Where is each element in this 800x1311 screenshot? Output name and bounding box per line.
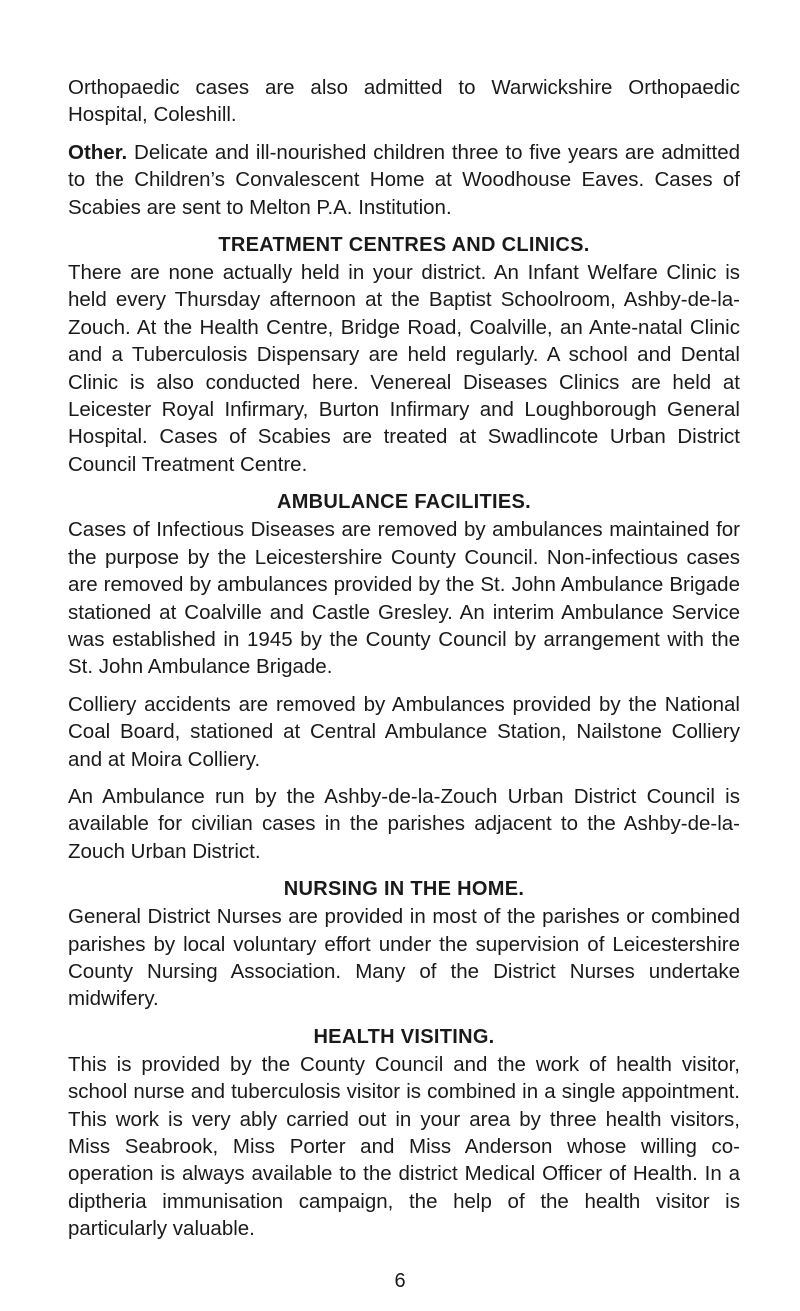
paragraph-ambulance-1: Cases of Infectious Diseases are removed by ambulances maintained for the purpose by the Leicestershire County Council. Non-infectious cases are removed by ambulances provided by the St. John Ambulance Brigade stationed at Coalville and Castle Gresley. An interim Ambulance Service was established in 1945 by the County Council by arrangement with the St. John Ambulance Brigade. (68, 518, 740, 679)
heading-health-visiting: HEALTH VISITING. (313, 1025, 495, 1048)
paragraph-ambulance-2: Colliery accidents are removed by Ambulances provided by the National Coal Board, stationed at Central Ambulance Station, Nailstone Colliery and at Moira Colliery. (68, 692, 740, 771)
paragraph-nursing: General District Nurses are provided in most of the parishes or combined parishes by local voluntary effort under the supervision of Leicestershire County Nursing Association. Many of the District Nurses undertake midwifery. (68, 905, 740, 1011)
paragraph-treatment: There are none actually held in your district. An Infant Welfare Clinic is held every Thursday afternoon at the Baptist Schoolroom, Ashby-de-la-Zouch. At the Health Centre, Bridge Road, Coalville, an Ante-natal Clinic and a Tuberculosis Dispensary are held regularly. A school and Dental Clinic is also conducted here. Venereal Diseases Clinics are held at Leicester Royal Infirmary, Burton Infirmary and Loughborough General Hospital. Cases of Scabies are treated at Swadlincote Urban District Council Treatment Centre. (68, 261, 740, 476)
paragraph-health-visiting: This is provided by the County Council and the work of health visitor, school nurse and tuberculosis visitor is combined in a single appointment. This work is very ably carried out in your area by three health visitors, Miss Seabrook, Miss Porter and Miss Anderson whose willing co-operation is always available to the district Medical Officer of Health. In a diptheria immunisation campaign, the help of the health visitor is particularly valuable. (68, 1052, 740, 1241)
paragraph-other-body: Delicate and ill-nourished children three to five years are admitted to the Children’s Convalescent Home at Woodhouse Eaves. Cases of Scabies are sent to Melton P.A. Institution. (68, 140, 740, 219)
paragraph-orthopaedic: Orthopaedic cases are also admitted to Warwickshire Orthopaedic Hospital, Coleshill. (68, 76, 740, 127)
paragraph-other (68, 139, 740, 221)
paragraph-ambulance-3: An Ambulance run by the Ashby-de-la-Zouch Urban District Council is available for civilian cases in the parishes adjacent to the Ashby-de-la-Zouch Urban District. (68, 784, 740, 863)
lead-other: Other. (68, 140, 128, 164)
page-number: 6 (394, 1270, 406, 1292)
heading-treatment-centres: TREATMENT CENTRES AND CLINICS. (218, 234, 590, 257)
heading-nursing-home: NURSING IN THE HOME. (283, 878, 525, 901)
document-page (68, 74, 740, 1243)
heading-ambulance-facilities: AMBULANCE FACILITIES. (276, 491, 532, 514)
